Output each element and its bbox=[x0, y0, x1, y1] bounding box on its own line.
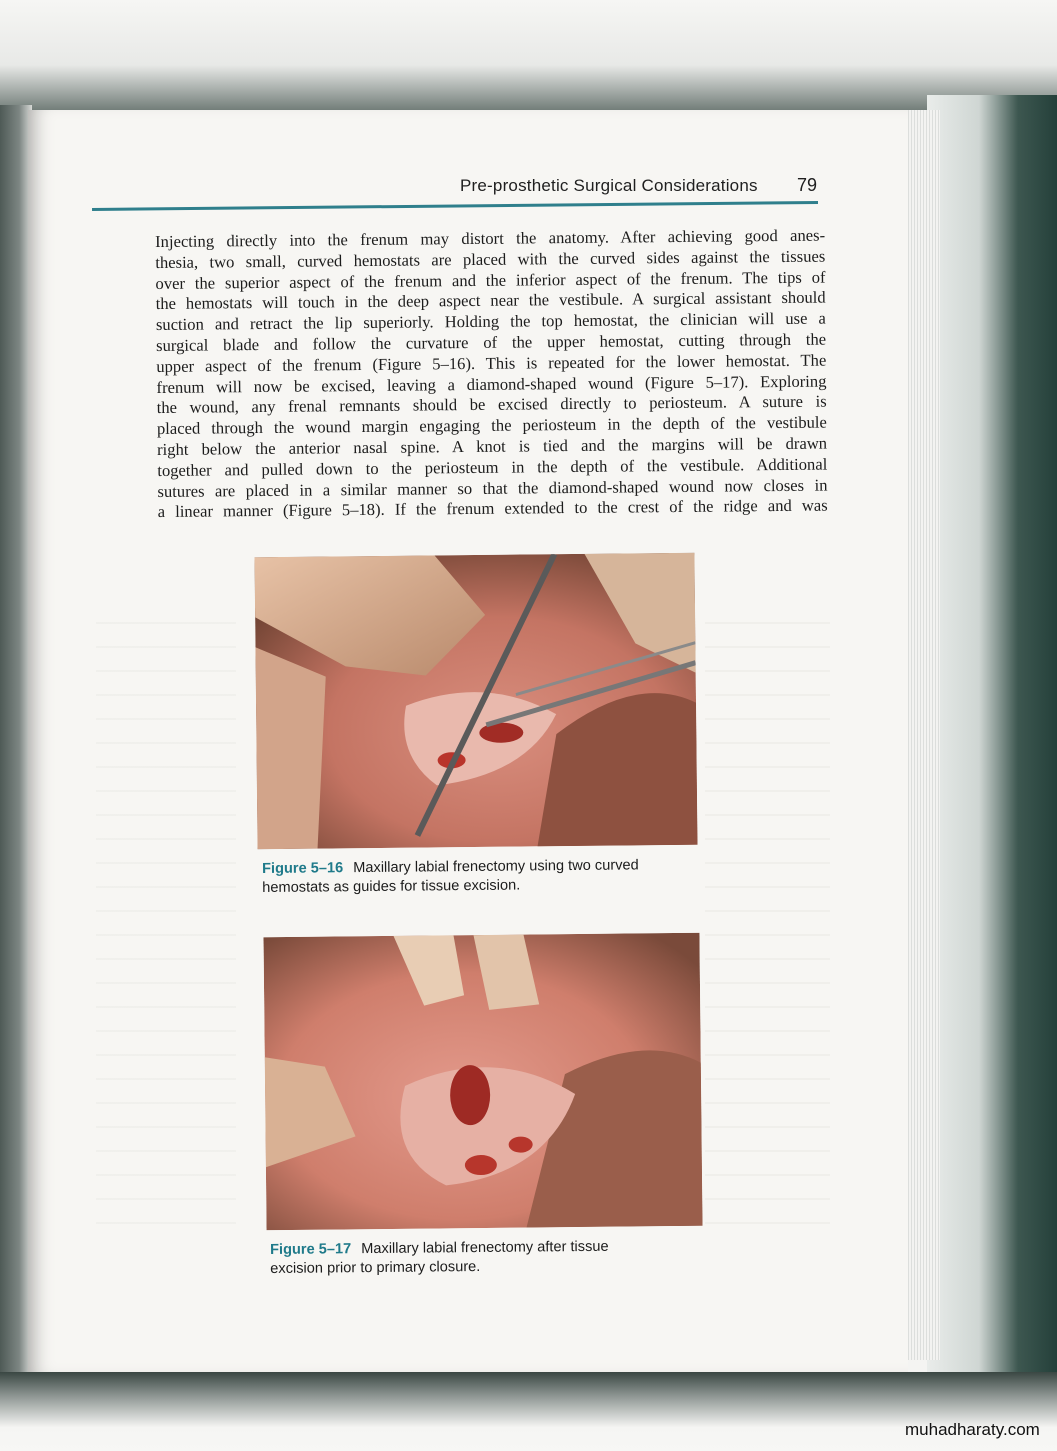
body-line: upper aspect of the frenum (Figure 5–16). This is repeated for the lower hemostat. The bbox=[156, 350, 827, 376]
body-line: placed through the wound margin engaging the periosteum in the depth of the vestibule bbox=[156, 412, 827, 439]
body-line: thesia, two small, curved hemostats are placed with the curved sides against the tissues bbox=[155, 246, 826, 272]
figure-label: Figure 5–17 bbox=[270, 1241, 352, 1258]
figure-5-16-caption bbox=[262, 856, 722, 898]
running-head: Pre-prosthetic Surgical Considerations bbox=[460, 176, 758, 195]
figure-5-16-photo bbox=[254, 553, 697, 850]
figure-5-17-photo bbox=[263, 933, 702, 1231]
caption-text: Maxillary labial frenectomy after tissue bbox=[361, 1238, 609, 1258]
figure-label: Figure 5–16 bbox=[262, 860, 344, 877]
body-paragraph bbox=[155, 226, 828, 524]
body-line: the wound, any frenal remnants should be excised directly to periosteum. A suture is bbox=[156, 391, 827, 418]
caption-text: hemostats as guides for tissue excision. bbox=[262, 877, 521, 896]
bleed-through-text-right bbox=[705, 600, 830, 1240]
caption-text: excision prior to primary closure. bbox=[270, 1258, 481, 1277]
body-line: surgical blade and follow the curvature of the upper hemostat, cutting through the bbox=[155, 329, 827, 355]
book-cover-top bbox=[0, 0, 1057, 118]
body-line: frenum will now be excised, leaving a diamond-shaped wound (Figure 5–17). Exploring bbox=[156, 371, 827, 397]
watermark: muhadharaty.com bbox=[905, 1420, 1040, 1439]
body-line: over the superior aspect of the frenum and the inferior aspect of the frenum. The tips of bbox=[155, 267, 826, 293]
page-number: 79 bbox=[797, 175, 818, 195]
body-line: right below the anterior nasal spine. A knot is tied and the margins will be drawn bbox=[156, 433, 828, 459]
book-cover-bottom bbox=[0, 1372, 1057, 1451]
book-cover-right bbox=[927, 95, 1057, 1385]
bleed-through-text-left bbox=[96, 600, 236, 1240]
figure-5-17-caption bbox=[270, 1237, 730, 1279]
caption-text: Maxillary labial frenectomy using two curved bbox=[353, 857, 639, 877]
body-line: Injecting directly into the frenum may distort the anatomy. After achieving good anes- bbox=[155, 225, 826, 251]
body-line: the hemostats will touch in the deep aspect near the vestibule. A surgical assistant should bbox=[155, 287, 826, 314]
body-line: sutures are placed in a similar manner so that the diamond-shaped wound now closes in bbox=[157, 475, 828, 501]
body-line: suction and retract the lip superiorly. Holding the top hemostat, the clinician will use a bbox=[155, 308, 826, 335]
body-line: together and pulled down to the periosteum in the depth of the vestibule. Additional bbox=[157, 454, 828, 480]
body-line: a linear manner (Figure 5–18). If the frenum extended to the crest of the ridge and was bbox=[157, 495, 828, 522]
